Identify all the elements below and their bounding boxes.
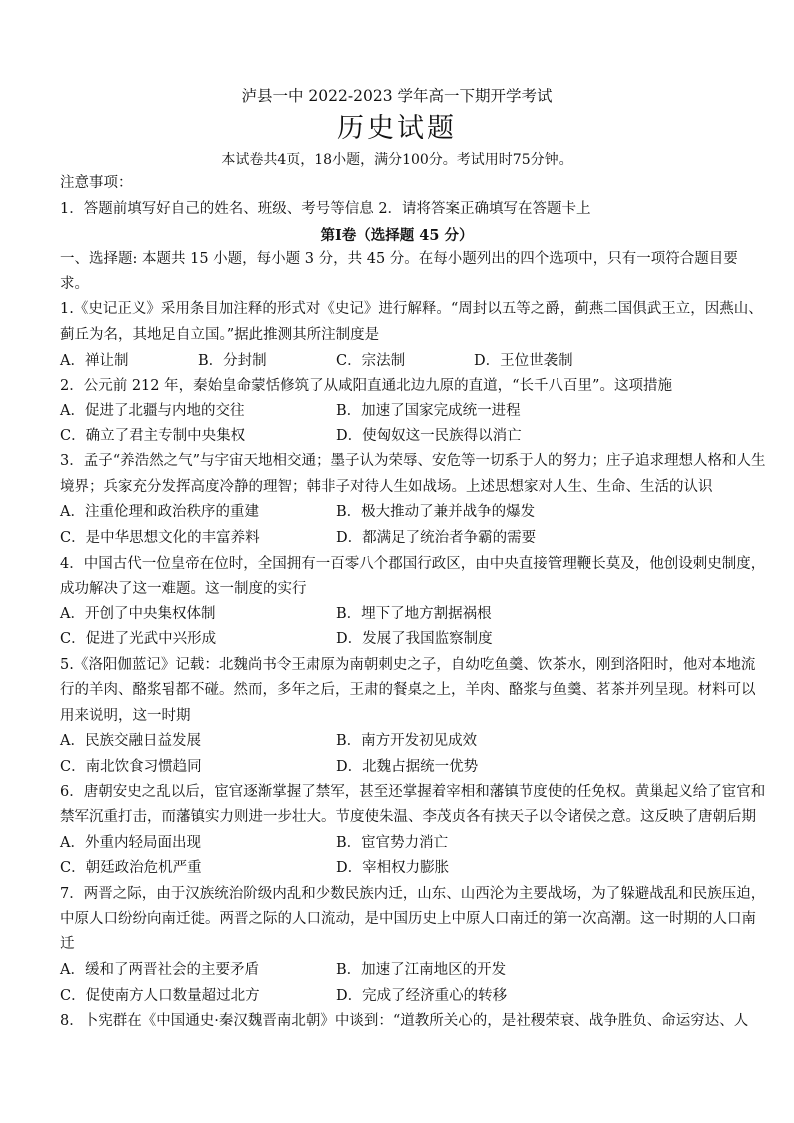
question-1-option-b: B．分封制 [198, 353, 267, 369]
exam-info: 本试卷共4页，18小题，满分100分。考试用时75分钟。 [221, 152, 573, 168]
question-6-option-b: B．宦官势力消亡 [336, 835, 449, 851]
question-3-option-b: B．极大推动了兼并战争的爆发 [336, 504, 536, 520]
question-2-option-c: C．确立了君主专制中央集权 [60, 428, 246, 444]
question-1-line: 蓟丘为名，其地足自立国。”据此推测其所注制度是 [60, 327, 380, 343]
notes-heading: 注意事项： [60, 175, 133, 191]
question-7-line: 中原人口纷纷向南迁徙。两晋之际的人口流动，是中国历史上中原人口南迁的第一次高潮。这一时期的人口南 [60, 911, 756, 927]
question-4-option-c: C．促进了光武中兴形成 [60, 631, 217, 647]
question-4-line: 成功解决了这一难题。这一制度的实行 [60, 581, 307, 597]
question-6-option-d: D．宰相权力膨胀 [336, 860, 450, 876]
question-7-option-d: D．完成了经济重心的转移 [336, 988, 508, 1004]
question-3-line: 3．孟子“养浩然之气”与宇宙天地相交通；墨子认为荣辱、安危等一切系于人的努力；庄子追求理想人格和人生 [60, 453, 766, 469]
question-1-option-d: D．王位世袭制 [474, 353, 573, 369]
question-5-option-d: D．北魏占据统一优势 [336, 759, 479, 775]
question-6-line: 禁军沉重打击，而藩镇实力则进一步壮大。节度使朱温、李茂贞各有挟天子以令诸侯之意。这反映了唐朝后期 [60, 809, 756, 825]
question-4-option-a: A．开创了中央集权体制 [60, 606, 216, 622]
exam-title: 历史试题 [337, 113, 457, 144]
question-3-line: 境界；兵家充分发挥高度冷静的理智；韩非子对待人生如战场。上述思想家对人生、生命、生活的认识 [60, 479, 713, 495]
question-2-option-b: B．加速了国家完成统一进程 [336, 403, 521, 419]
question-5-line: 行的羊肉、酪浆됨都不碰。然而，多年之后，王肃的餐桌之上，羊肉、酪浆与鱼羹、茗茶并列呈现。材料可以 [60, 682, 756, 698]
section-title: 第Ⅰ卷（选择题 45 分） [320, 227, 474, 244]
question-2-option-d: D．使匈奴这一民族得以消亡 [336, 428, 522, 444]
question-5-option-b: B．南方开发初见成效 [336, 733, 478, 749]
section-instructions-cont: 求。 [60, 276, 89, 292]
question-8-line: 8．卜宪群在《中国通史·秦汉魏晋南北朝》中谈到：“道教所关心的，是社稷荣衰、战争胜负、命运穷达、人 [60, 1013, 749, 1029]
question-6-option-a: A．外重内轻局面出现 [60, 835, 201, 851]
question-5-line: 5.《洛阳伽蓝记》记载：北魏尚书令王肃原为南朝刺史之子，自幼吃鱼羹、饮茶水，刚到洛阳时，他对本地流 [60, 657, 756, 673]
question-2-option-a: A．促进了北疆与内地的交往 [60, 403, 245, 419]
question-6-line: 6．唐朝安史之乱以后，宦官逐渐掌握了禁军，甚至还掌握着宰相和藩镇节度使的任免权。黄巢起义给了宦官和 [60, 784, 766, 800]
question-4-option-d: D．发展了我国监察制度 [336, 631, 493, 647]
question-5-line: 用来说明，这一时期 [60, 708, 191, 724]
section-instructions: 一、选择题: 本题共 15 小题，每小题 3 分，共 45 分。在每小题列出的四个选项中，只有一项符合题目要 [60, 251, 738, 267]
question-2-line: 2．公元前 212 年，秦始皇命蒙恬修筑了从咸阳直通北边九原的直道，“长千八百里”。这项措施 [60, 378, 672, 394]
question-3-option-a: A．注重伦理和政治秩序的重建 [60, 504, 259, 520]
question-7-line: 7．两晋之际，由于汉族统治阶级内乱和少数民族内迁，山东、山西沦为主要战场，为了躲避战乱和民族压迫， [60, 886, 766, 902]
notes-item: 1．答题前填写好自己的姓名、班级、考号等信息 2．请将答案正确填写在答题卡上 [60, 201, 591, 217]
question-1-option-a: A．禅让制 [60, 353, 129, 369]
question-4-option-b: B．埋下了地方割据祸根 [336, 606, 492, 622]
question-7-option-a: A．缓和了两晋社会的主要矛盾 [60, 962, 259, 978]
question-5-option-a: A．民族交融日益发展 [60, 733, 201, 749]
question-7-option-c: C．促使南方人口数量超过北方 [60, 988, 260, 1004]
question-7-option-b: B．加速了江南地区的开发 [336, 962, 507, 978]
question-1-line: 1.《史记正义》采用条目加注释的形式对《史记》进行解释。“周封以五等之爵，蓟燕二国俱武王立，因燕山、 [60, 301, 763, 317]
question-4-line: 4．中国古代一位皇帝在位时，全国拥有一百零八个郡国行政区，由中央直接管理鞭长莫及，他创设刺史制度， [60, 556, 766, 572]
exam-subtitle: 泸县一中 2022-2023 学年高一下期开学考试 [241, 87, 553, 105]
question-7-line: 迁 [60, 936, 75, 952]
question-3-option-d: D．都满足了统治者争霸的需要 [336, 530, 537, 546]
question-3-option-c: C．是中华思想文化的丰富养料 [60, 530, 260, 546]
question-1-option-c: C．宗法制 [336, 353, 406, 369]
question-6-option-c: C．朝廷政治危机严重 [60, 860, 202, 876]
question-5-option-c: C．南北饮食习惯趋同 [60, 759, 202, 775]
